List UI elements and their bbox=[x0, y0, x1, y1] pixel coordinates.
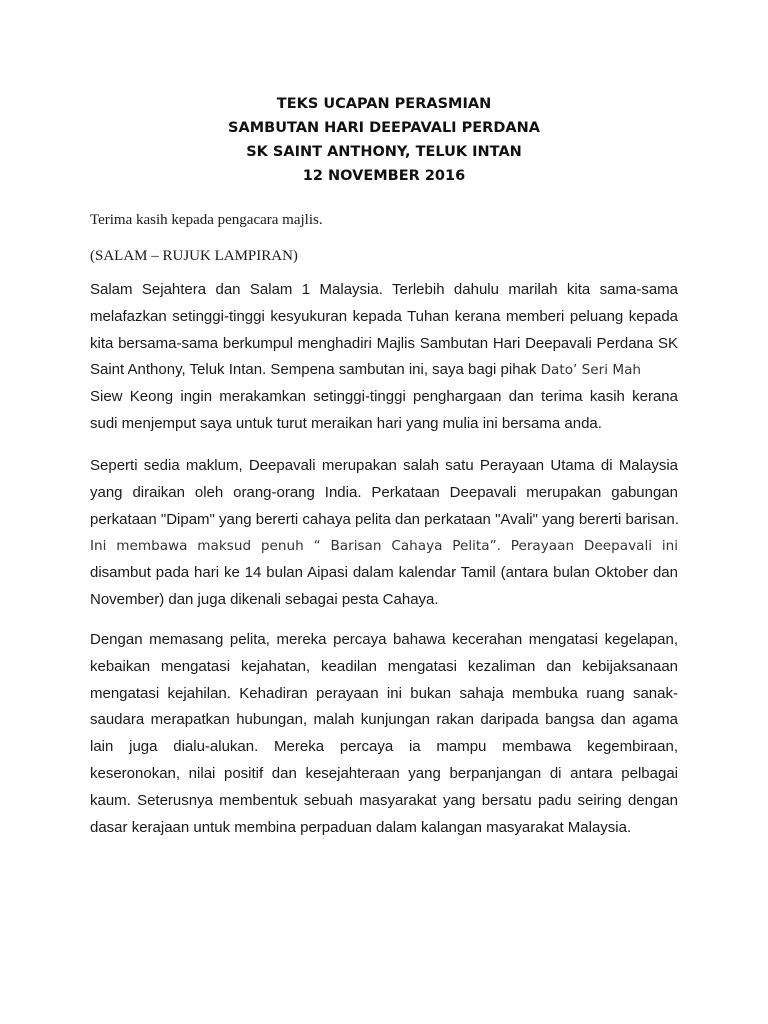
paragraph-line: yang diraikan oleh orang-orang India. Perkataan Deepavali merupakan gabungan bbox=[90, 483, 678, 501]
paragraph-line-with-name bbox=[90, 357, 678, 384]
honoree-name: Dato’ Seri Mah bbox=[540, 362, 642, 379]
title-line-3: SK SAINT ANTHONY, TELUK INTAN bbox=[246, 144, 522, 160]
paragraph-line: Seperti sedia maklum, Deepavali merupakan salah satu Perayaan Utama di Malaysia bbox=[90, 457, 678, 474]
title-line-2: SAMBUTAN HARI DEEPAVALI PERDANA bbox=[228, 120, 540, 136]
paragraph-line: keseronokan, nilai positif dan kesejahteraan yang berpanjangan di antara pelbagai bbox=[90, 764, 678, 782]
paragraph-line: perkataan "Dipam" yang bererti cahaya pelita dan perkataan "Avali" yang bererti barisan. bbox=[90, 510, 679, 528]
paragraph-line: melafazkan setinggi-tinggi kesyukuran kepada Tuhan kerana memberi peluang kepada bbox=[90, 307, 678, 325]
paragraph-line-quote: Ini membawa maksud penuh “ Barisan Cahaya Pelita”. Perayaan Deepavali ini bbox=[90, 538, 678, 555]
paragraph-lamp-symbolism bbox=[90, 627, 678, 841]
paragraph-deepavali-meaning bbox=[90, 453, 678, 614]
paragraph-line: Dengan memasang pelita, mereka percaya bahawa kecerahan mengatasi kegelapan, bbox=[90, 631, 678, 648]
paragraph-line: kita bersama-sama berkumpul menghadiri Majlis Sambutan Hari Deepavali Perdana SK bbox=[90, 334, 678, 352]
paragraph-line: Siew Keong ingin merakamkan setinggi-tinggi penghargaan dan terima kasih kerana bbox=[90, 388, 678, 406]
paragraph-line: lain juga dialu-alukan. Mereka percaya ia mampu membawa kegembiraan, bbox=[90, 738, 678, 756]
salam-note: (SALAM – RUJUK LAMPIRAN) bbox=[90, 248, 298, 264]
paragraph-line-text: Saint Anthony, Teluk Intan. Sempena sambutan ini, saya bagi pihak bbox=[90, 361, 537, 379]
greeting-line: Terima kasih kepada pengacara majlis. bbox=[90, 212, 323, 228]
document-title bbox=[0, 92, 768, 188]
title-line-1: TEKS UCAPAN PERASMIAN bbox=[276, 96, 492, 112]
paragraph-opening bbox=[90, 277, 678, 438]
paragraph-line: dasar kerajaan untuk membina perpaduan dalam kalangan masyarakat Malaysia. bbox=[90, 818, 632, 836]
paragraph-line: disambut pada hari ke 14 bulan Aipasi dalam kalendar Tamil (antara bulan Oktober dan bbox=[90, 564, 678, 582]
paragraph-line: mengatasi kejahilan. Kehadiran perayaan ini bukan sahaja membuka ruang sanak- bbox=[90, 684, 678, 702]
paragraph-line: kaum. Seterusnya membentuk sebuah masyarakat yang bersatu padu seiring dengan bbox=[90, 791, 678, 809]
paragraph-line: Salam Sejahtera dan Salam 1 Malaysia. Terlebih dahulu marilah kita sama-sama bbox=[90, 281, 678, 298]
paragraph-line: November) dan juga dikenali sebagai pesta Cahaya. bbox=[90, 590, 439, 608]
paragraph-line: kebaikan mengatasi kejahatan, keadilan mengatasi kezaliman dan kebijaksanaan bbox=[90, 657, 678, 675]
paragraph-line: saudara merapatkan hubungan, malah kunjungan rakan daripada bangsa dan agama bbox=[90, 711, 678, 729]
paragraph-line: sudi menjemput saya untuk turut meraikan hari yang mulia ini bersama anda. bbox=[90, 414, 602, 432]
title-line-4: 12 NOVEMBER 2016 bbox=[302, 168, 466, 184]
